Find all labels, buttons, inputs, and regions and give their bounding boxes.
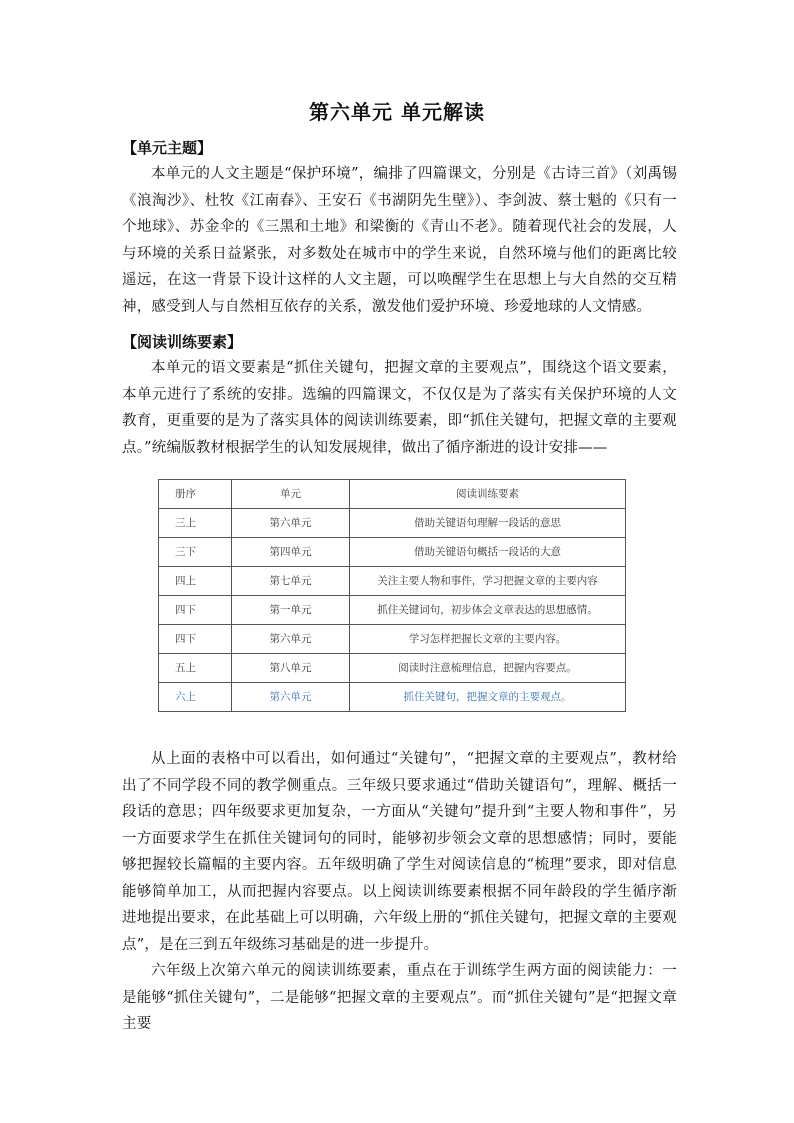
cell-unit: 第八单元 <box>232 654 350 683</box>
cell-unit: 第六单元 <box>232 683 350 712</box>
section-reading-elements <box>122 330 677 461</box>
page-title: 第六单元 单元解读 <box>309 100 485 124</box>
table-row <box>159 625 626 654</box>
table-row-highlighted <box>159 683 626 712</box>
cell-volume: 六上 <box>159 683 232 712</box>
header-volume: 册序 <box>159 480 232 509</box>
table-row <box>159 596 626 625</box>
section-heading-theme: 【单元主题】 <box>122 139 213 157</box>
cell-element: 抓住关键词句，初步体会文章表达的思想感情。 <box>350 596 626 625</box>
cell-volume: 三下 <box>159 538 232 567</box>
section-heading-reading: 【阅读训练要素】 <box>122 333 243 351</box>
cell-unit: 第六单元 <box>232 625 350 654</box>
cell-volume: 五上 <box>159 654 232 683</box>
table-row <box>159 654 626 683</box>
cell-element: 抓住关键句，把握文章的主要观点。 <box>350 683 626 712</box>
section-unit-theme <box>122 136 677 320</box>
cell-unit: 第一单元 <box>232 596 350 625</box>
analysis-paragraph-1: 从上面的表格中可以看出，如何通过“关键句”，“把握文章的主要观点”，教材给出了不同学段不同的教学侧重点。三年级只要求通过“借助关键语句”，理解、概括一段话的意思；四年级要求更加复杂，一方面从“关键句”提升到“主要人物和事件”，另一方面要求学生在抓住关键词句的同时，能够初步领会文章的思想感情；同时，要能够把握较长篇幅的主要内容。五年级明确了学生对阅读信息的“梳理”要求，即对信息能够简单加工，从而把握内容要点。以上阅读训练要素根据不同年龄段的学生循序渐进地提出要求，在此基础上可以明确，六年级上册的“抓住关键句，把握文章的主要观点”，是在三到五年级练习基础是的进一步提升。 <box>122 751 677 953</box>
header-unit: 单元 <box>232 480 350 509</box>
cell-volume: 四上 <box>159 567 232 596</box>
reading-elements-table <box>158 479 626 712</box>
cell-unit: 第四单元 <box>232 538 350 567</box>
cell-element: 学习怎样把握长文章的主要内容。 <box>350 625 626 654</box>
cell-volume: 三上 <box>159 509 232 538</box>
table-row <box>159 567 626 596</box>
cell-element: 借助关键语句概括一段话的大意 <box>350 538 626 567</box>
table-header-row <box>159 480 626 509</box>
section-analysis <box>122 746 677 1038</box>
cell-unit: 第六单元 <box>232 509 350 538</box>
cell-volume: 四下 <box>159 625 232 654</box>
table-row <box>159 538 626 567</box>
cell-unit: 第七单元 <box>232 567 350 596</box>
theme-paragraph: 本单元的人文主题是“保护环境”，编排了四篇课文，分别是《古诗三首》（刘禹锡《浪淘沙》、杜牧《江南春》、王安石《书湖阴先生壁》）、李剑波、蔡士魁的《只有一个地球》、苏金伞的《三黑和土地》和梁衡的《青山不老》。随着现代社会的发展，人与环境的关系日益紧张，对多数处在城市中的学生来说，自然环境与他们的距离比较遥远，在这一背景下设计这样的人文主题，可以唤醒学生在思想上与大自然的交互精神，感受到人与自然相互依存的关系，激发他们爱护环境、珍爱地球的人文情感。 <box>122 166 677 315</box>
analysis-paragraph-2: 六年级上次第六单元的阅读训练要素，重点在于训练学生两方面的阅读能力：一是能够“抓住关键句”，二是能够“把握文章的主要观点”。而“抓住关键句”是“把握文章主要 <box>122 963 677 1032</box>
table-row <box>159 509 626 538</box>
cell-element: 阅读时注意梳理信息，把握内容要点。 <box>350 654 626 683</box>
reading-paragraph: 本单元的语文要素是“抓住关键句，把握文章的主要观点”，围绕这个语文要素，本单元进行了系统的安排。选编的四篇课文，不仅仅是为了落实有关保护环境的人文教育，更重要的是为了落实具体的阅读训练要素，即“抓住关键句，把握文章的主要观点。”统编版教材根据学生的认知发展规律，做出了循序渐进的设计安排—— <box>122 360 677 456</box>
header-element: 阅读训练要素 <box>350 480 626 509</box>
cell-element: 关注主要人物和事件，学习把握文章的主要内容 <box>350 567 626 596</box>
cell-element: 借助关键语句理解一段话的意思 <box>350 509 626 538</box>
cell-volume: 四下 <box>159 596 232 625</box>
